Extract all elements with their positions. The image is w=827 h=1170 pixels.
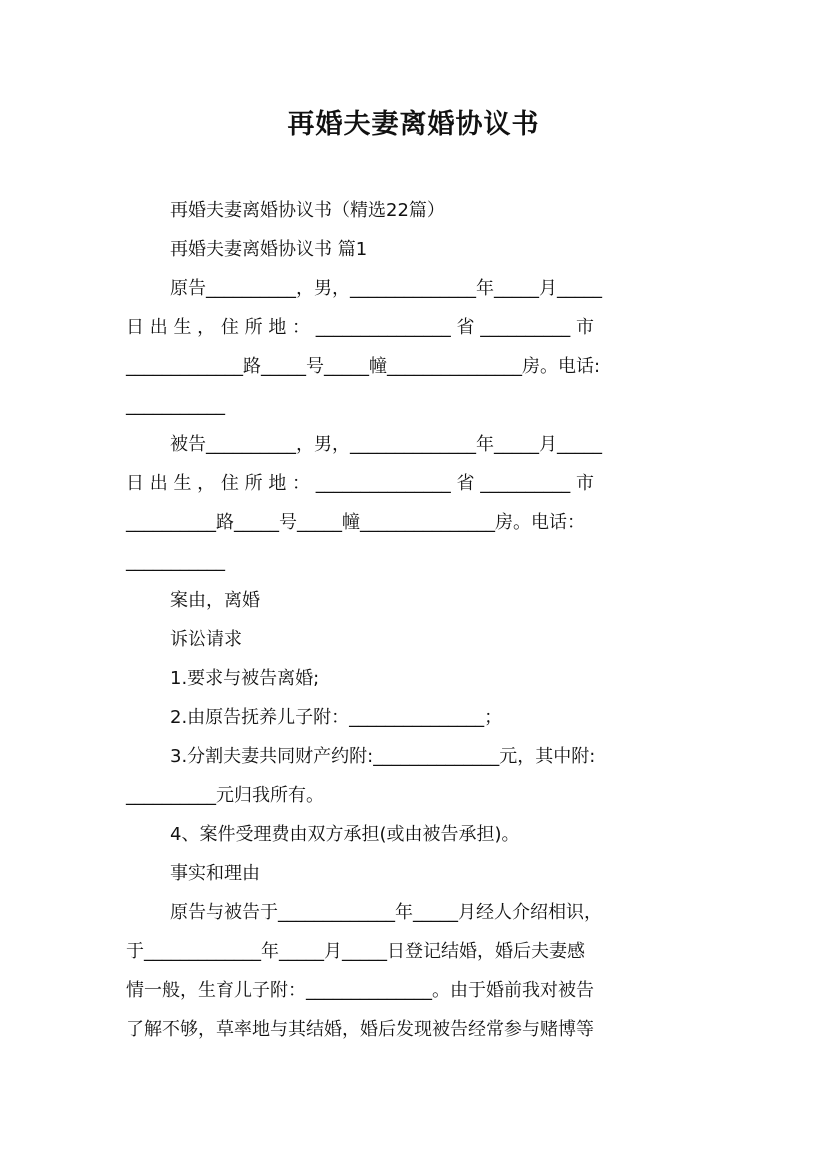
plaintiff-line-3: _____________路_____号_____幢_______________房。电话: [126, 356, 601, 377]
plaintiff-line-4: ___________ [126, 395, 225, 416]
section-heading: 再婚夫妻离婚协议书 篇1 [170, 239, 368, 260]
facts-heading: 事实和理由 [170, 863, 260, 884]
defendant-line-4: ___________ [126, 551, 225, 572]
subtitle-line: 再婚夫妻离婚协议书（精选22篇） [170, 200, 445, 221]
claim-2: 2.由原告抚养儿子附：_______________； [170, 707, 503, 728]
defendant-line-1: 被告__________，男，______________年_____月_____ [170, 434, 602, 455]
claim-4: 4、案件受理费由双方承担(或由被告承担)。 [170, 824, 520, 845]
facts-line-4: 了解不够，草率地与其结婚，婚后发现被告经常参与赌博等 [126, 1019, 594, 1040]
defendant-line-3: __________路_____号_____幢_______________房。电话： [126, 512, 585, 533]
claim-1: 1.要求与被告离婚; [170, 668, 320, 689]
claim-3-line-2: __________元归我所有。 [126, 785, 324, 806]
claims-heading: 诉讼请求 [170, 629, 242, 650]
document-title: 再婚夫妻离婚协议书 [287, 109, 540, 140]
facts-line-1: 原告与被告于_____________年_____月经人介绍相识， [170, 902, 602, 923]
defendant-line-2: 日 出 生 ， 住 所 地 ： _______________ 省 __________ 市 [126, 473, 594, 494]
facts-line-2: 于_____________年_____月_____日登记结婚，婚后夫妻感 [126, 941, 585, 962]
plaintiff-line-2: 日 出 生 ， 住 所 地 ： _______________ 省 __________ 市 [126, 317, 594, 338]
plaintiff-line-1: 原告__________，男，______________年_____月_____ [170, 278, 602, 299]
facts-line-3: 情一般，生育儿子附：______________。由于婚前我对被告 [126, 980, 594, 1001]
claim-3-line-1: 3.分割夫妻共同财产约附:______________元，其中附: [170, 746, 596, 767]
case-cause: 案由，离婚 [170, 590, 260, 611]
